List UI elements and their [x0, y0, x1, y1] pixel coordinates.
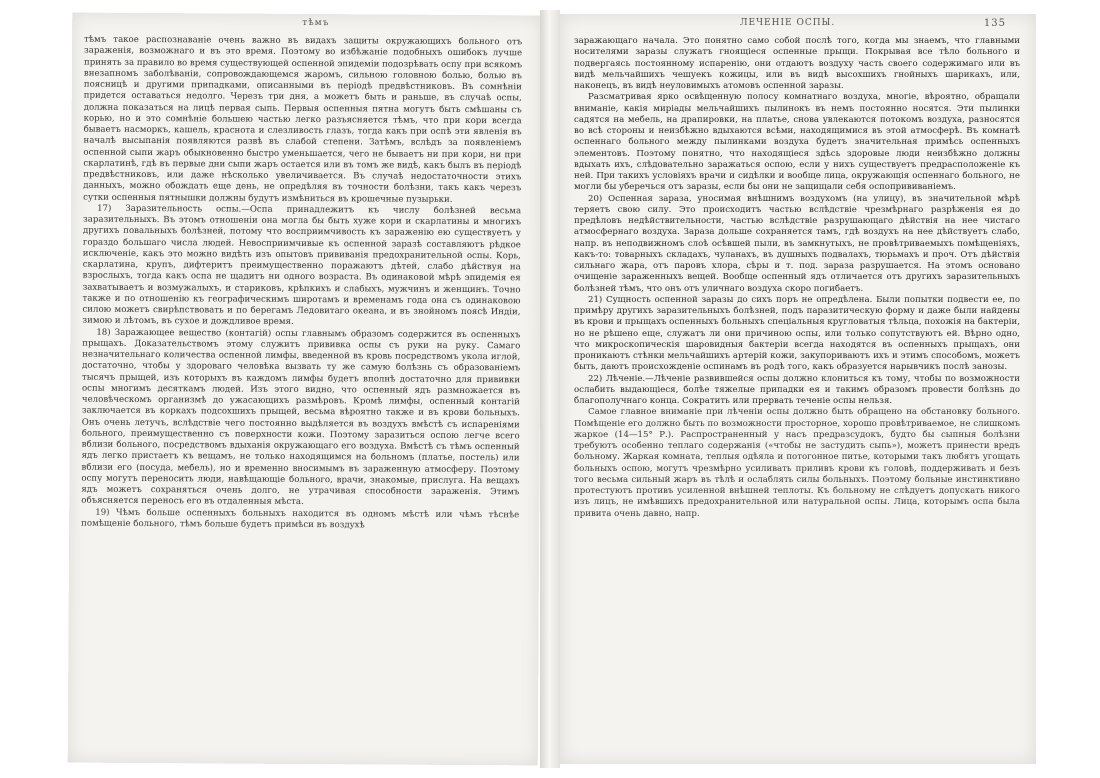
left-page-body [80, 35, 522, 758]
page-number: 135 [983, 18, 1006, 29]
book-gutter [540, 10, 560, 768]
paragraph: 22) Лѣченіе.—Лѣченіе развившейся оспы должно клониться къ тому, чтобы по возможности ослабить выдающіеся, болѣе тяжелые припадки ея и такимъ образомъ провести болѣзнь до благополучнаго конца. Сократить или прервать теченіе оспы нельзя. [574, 373, 1020, 406]
paragraph: заражающаго начала. Это понятно само собой послѣ того, когда мы знаемъ, что главными носителями заразы служатъ гноящіеся оспенные прыщи. Покрывая все тѣло больного и подвергаясь постоянному испаренію, они отдаютъ воздуху часть своего содержимаго или въ видѣ мельчайшихъ чешуекъ кожицы, или въ видѣ высохшихъ гнойныхъ шарикахъ, или, наконецъ, въ видѣ неуловимыхъ атомовъ оспенной заразы. [574, 36, 1020, 91]
left-page-header [72, 15, 542, 34]
right-page-header [560, 16, 1036, 32]
right-page-body [574, 36, 1020, 756]
left-header-fragment: тѣмъ [302, 17, 330, 29]
paragraph: 21) Сущность оспенной заразы до сихъ поръ не опредѣлена. Были попытки подвести ее, по примѣру другихъ заразительныхъ болѣзней, подъ паразитическую форму и даже были найдены въ крови и прыщахъ оспенныхъ больныхъ спеціальныя кругловатыя тѣльца, похожія на бактеріи, но не рѣшено еще, служатъ ли они причиною оспы, или только сопутствуютъ ей. Вѣрно одно, что микроскопическія шаровидныя бактеріи всегда находятся въ оспенныхъ прыщахъ, они проникаютъ стѣнки мельчайшихъ артерій кожи, закупориваютъ ихъ и этимъ способомъ, можетъ быть, даютъ происхожденіе оспинамъ въ родѣ того, какъ образуется нарывчикъ послѣ занозы. [574, 294, 1020, 373]
paragraph: тѣмъ такое распознаваніе очень важно въ видахъ защиты окружающихъ больного отъ зараженія, возможнаго и въ это время. Поэтому во избѣжаніе подобныхъ ошибокъ лучше принять за правило во время существующей оспенной эпидеміи подозрѣвать оспу при всякомъ внезапномъ заболѣваніи, сопровождающемся жаромъ, сильною головною болью, болью въ поясницѣ и другими припадками, описанными въ періодѣ предвѣстниковъ. Въ сомнѣніи придется оставаться недолго. Черезъ три дня, а можетъ быть и раньше, въ случаѣ оспы, должна показаться на лицѣ первая сыпь. Первыя оспенныя пятна могутъ быть смѣшаны съ корью, но и это сомнѣніе большею частью легко разъясняется тѣмъ, что при кори всегда бываетъ насморкъ, кашель, краснота и слезливость глазъ, тогда какъ при оспѣ эти явленія въ началѣ высыпанія появляются развѣ въ слабой степени. Затѣмъ, вслѣдъ за появленіемъ оспенной сыпи жаръ обыкновенно быстро уменьшается, чего не бываетъ ни при кори, ни при скарлатинѣ, гдѣ въ первые дни сыпи жаръ остается или въ томъ же видѣ, какъ былъ въ періодѣ предвѣстниковъ, или даже нѣсколько увеличивается. Въ случаѣ недостаточности этихъ данныхъ, можно обождать еще день, не опредѣляя въ точности болѣзни, такъ какъ черезъ сутки оспенныя пятнышки должны будутъ измѣниться въ крошечные пузырьки. [83, 34, 523, 205]
paragraph: 20) Оспенная зараза, уносимая внѣшнимъ воздухомъ (на улицу), въ значительной мѣрѣ теряетъ свою силу. Это происходитъ частью вслѣдствіе чрезмѣрнаго разрѣженія ея до предѣловъ недѣйствительности, частью вслѣдствіе разрушающаго дѣйствія на нее чистаго атмосфернаго воздуха. Зараза дольше сохраняется тамъ, гдѣ воздухъ на нее дѣйствуетъ слабо, напр. въ неподвижномъ слоѣ осѣвшей пыли, въ замкнутыхъ, не провѣтриваемыхъ помѣщеніяхъ, какъ-то: товарныхъ складахъ, чуланахъ, въ душныхъ подвалахъ, тюрьмахъ и проч. Отъ дѣйствія сильнаго жара, отъ паровъ хлора, сѣры и т. под. зараза разрушается. На этомъ основано очищеніе зараженныхъ вещей. Вообще оспенный ядъ отличается отъ другихъ заразительныхъ болѣзней тѣмъ, что онъ отъ уличнаго воздуха скоро погибаетъ. [574, 193, 1020, 294]
paragraph: 18) Заражающее вещество (контагій) оспы главнымъ образомъ содержится въ оспенныхъ прыщахъ. Доказательствомъ этому служитъ прививка оспы съ руки на руку. Самаго незначительнаго количества оспенной лимфы, введенной въ кровь посредствомъ укола иглой, достаточно, чтобы у здороваго человѣка вызвать ту же самую болѣзнь съ образованіемъ тысячъ прыщей, изъ которыхъ въ каждомъ лимфы будетъ вполнѣ достаточно для прививки оспы многимъ десяткамъ людей. Изъ этого видно, что оспенный ядъ размножается въ человѣческомъ организмѣ до ужасающихъ размѣровъ. Кромѣ лимфы, оспенный контагій заключается въ коркахъ подсохшихъ прыщей, весьма вѣроятно также и въ крови больныхъ. Онъ очень летучъ, вслѣдствіе чего постоянно выдѣляется въ воздухъ вмѣстѣ съ испареніями больного, преимущественно съ поверхности кожи. Поэтому заразиться оспою легче всего вблизи больного, посредствомъ вдыханія окружающаго его воздуха. Вмѣстѣ съ тѣмъ оспенный ядъ легко пристаетъ къ вещамъ, не только находящимся на больномъ (платье, постель) или вблизи его (посуда, мебель), но и временно вносимымъ въ зараженную атмосферу. Поэтому оспу могутъ переносить люди, навѣщающіе больного, врачи, знакомые, прислуга. На вещахъ ядъ можетъ сохраняться очень долго, не утрачивая способности зараженія. Этимъ объясняется переносъ его въ отдаленныя мѣста. [81, 327, 521, 508]
paragraph: 19) Чѣмъ больше оспенныхъ больныхъ находится въ одномъ мѣстѣ или чѣмъ тѣснѣе помѣщеніе больного, тѣмъ больше будетъ примѣси въ воздухѣ [81, 507, 520, 531]
left-page [68, 13, 543, 766]
paragraph: Разсматривая ярко освѣщенную полосу комнатнаго воздуха, многіе, вѣроятно, обращали вниманіе, какія миріады мельчайшихъ пылинокъ въ немъ постоянно носятся. Эти пылинки садятся на мебель, на драпировки, на платье, снова увлекаются потокомъ воздуха, разносятся во всѣ стороны и неизбѣжно вдыхаются всѣми, находящимися въ этой атмосферѣ. Въ комнатѣ оспеннаго больного между пылинками воздуха будетъ значительная примѣсь оспенныхъ элементовъ. Поэтому понятно, что находящіеся здѣсь здоровые люди неизбѣжно должны вдыхать ихъ, слѣдовательно заражаться оспою, если у нихъ существуетъ предрасположеніе къ ней. При такихъ условіяхъ врачи и сидѣлки и вообще лица, окружающія оспеннаго больного, не могли бы уберечься отъ заразы, если бы они не защищали себя оспопрививаніемъ. [574, 92, 1020, 193]
right-page [560, 14, 1036, 764]
paragraph: Самое главное вниманіе при лѣченіи оспы должно быть обращено на обстановку больного. Помѣщеніе его должно быть по возможности просторное, хорошо провѣтриваемое, не слишкомъ жаркое (14—15° Р.). Распространенный у насъ предразсудокъ, будто бы сыпныя болѣзни требуютъ особенно теплаго содержанія («чтобы не застудить сыпь»), можетъ принести вредъ больному. Жаркая комната, теплыя одѣяла и потогонное питье, которыми такъ любятъ угощать больныхъ оспою, могутъ чрезмѣрно усиливать приливъ крови къ головѣ, поддерживать и безъ того весьма сильный жаръ въ тѣлѣ и ослаблять силы больныхъ. Поэтому больные инстинктивно протестуютъ противъ усиленной внѣшней теплоты. Къ больному не слѣдуетъ допускать никого изъ лицъ, не имѣвшихъ предохранительной или натуральной оспы. Лица, которымъ оспа была привита очень давно, напр. [574, 407, 1020, 519]
paragraph: 17) Заразительность оспы.—Оспа принадлежитъ къ числу болѣзней весьма заразительныхъ. Въ этомъ отношеніи она могла бы быть хуже кори и скарлатины и многихъ другихъ повальныхъ болѣзней, потому что восприимчивость къ зараженію ею существуетъ у гораздо большаго числа людей. Невосприимчивые къ оспенной заразѣ составляютъ рѣдкое исключеніе, какъ это можно видѣть изъ опытовъ прививанія предохранительной оспы. Корь, скарлатина, крупъ, дифтеритъ преимущественно поражаютъ дѣтей, слабо дѣйствуя на взрослыхъ, тогда какъ оспа не щадитъ ни одного возраста. Въ одинаковой мѣрѣ эпидемія ея захватываетъ и возмужалыхъ, и стариковъ, крѣпкихъ и слабыхъ, мужчинъ и женщинъ. Точно также и по отношенію къ географическимъ широтамъ и временамъ года она съ одинаковою силою можетъ свирѣпствовать и по берегамъ Ледовитаго океана, и въ знойномъ поясѣ Индіи, зимою и лѣтомъ, въ сухое и дождливое время. [82, 203, 522, 328]
running-title: ЛЕЧЕНІЕ ОСПЫ. [740, 18, 836, 28]
